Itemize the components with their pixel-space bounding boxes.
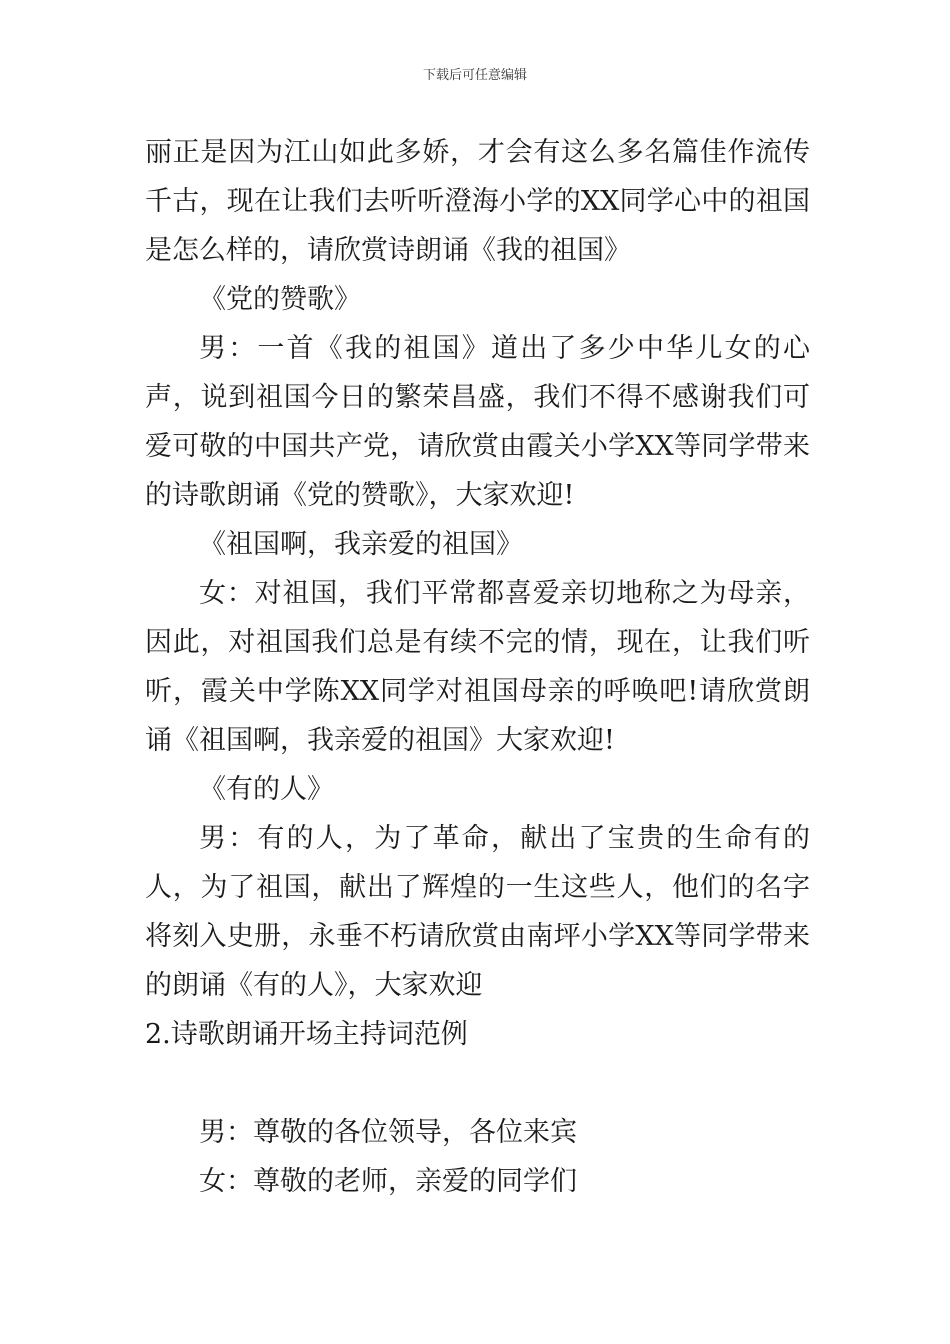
document-body <box>145 128 810 1206</box>
program-title-you-de-ren: 《有的人》 <box>199 774 334 805</box>
program-title-dang-de-zange: 《党的赞歌》 <box>199 284 361 315</box>
paragraph-continuation: 丽正是因为江山如此多娇，才会有这么多名篇佳作流传千古，现在让我们去听听澄海小学的XX同学心中的祖国是怎么样的，请欣赏诗朗诵《我的祖国》 <box>145 137 810 266</box>
host-line-male-3: 男：尊敬的各位领导，各位来宾 <box>199 1117 577 1148</box>
host-line-female-2: 女：尊敬的老师，亲爱的同学们 <box>199 1166 577 1197</box>
host-line-male-1: 男：一首《我的祖国》道出了多少中华儿女的心声，说到祖国今日的繁荣昌盛，我们不得不感谢我们可爱可敬的中国共产党，请欣赏由霞关小学XX等同学带来的诗歌朗诵《党的赞歌》，大家欢迎! <box>145 333 810 511</box>
section-heading: 2.诗歌朗诵开场主持词范例 <box>145 1019 468 1050</box>
host-line-male-2: 男：有的人，为了革命，献出了宝贵的生命有的人，为了祖国，献出了辉煌的一生这些人，他们的名字将刻入史册，永垂不朽请欣赏由南坪小学XX等同学带来的朗诵《有的人》，大家欢迎 <box>145 823 810 1001</box>
program-title-zuguo-a: 《祖国啊，我亲爱的祖国》 <box>199 529 523 560</box>
host-line-female-1: 女：对祖国，我们平常都喜爱亲切地称之为母亲，因此，对祖国我们总是有续不完的情，现在，让我们听听，霞关中学陈XX同学对祖国母亲的呼唤吧!请欣赏朗诵《祖国啊，我亲爱的祖国》大家欢迎! <box>145 578 810 756</box>
blank-line <box>145 1059 810 1108</box>
page-header: 下载后可任意编辑 <box>422 68 527 83</box>
